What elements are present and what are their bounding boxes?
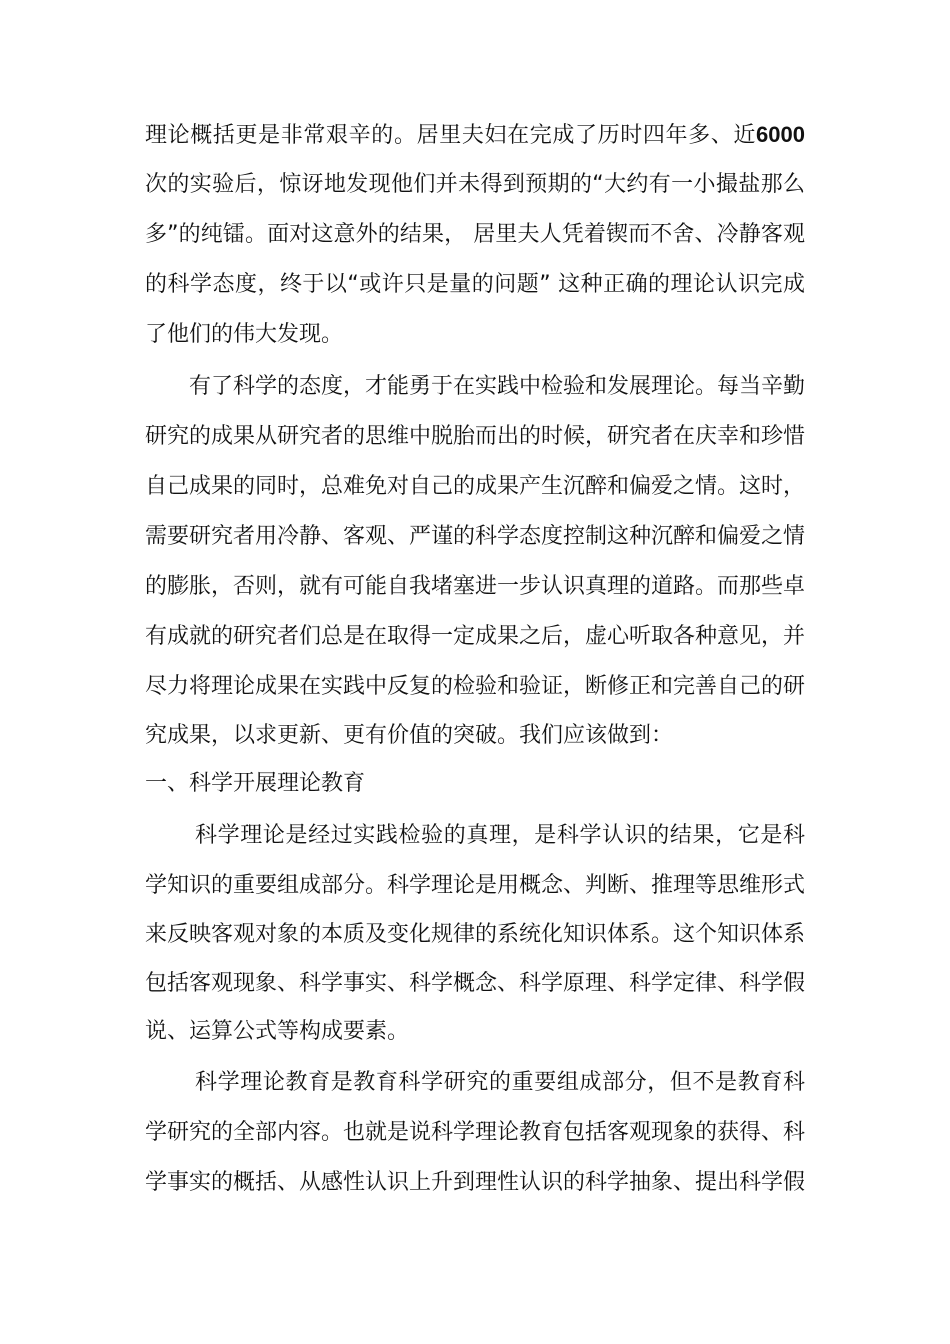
paragraph-3-line-3: 来反映客观对象的本质及变化规律的系统化知识体系。这个知识体系 (145, 922, 806, 947)
paragraph-2-line-4: 需要研究者用冷静、客观、严谨的科学态度控制这种沉醉和偏爱之情 (145, 524, 806, 549)
paragraph-3-line-4: 包括客观现象、科学事实、科学概念、科学原理、科学定律、科学假 (145, 971, 806, 996)
paragraph-1-line-2: 次的实验后，惊讶地发现他们并未得到预期的“大约有一小撮盐那么 (145, 172, 805, 197)
paragraph-3-line-2: 学知识的重要组成部分。科学理论是用概念、判断、推理等思维形式 (145, 873, 806, 898)
paragraph-1-line-4: 的科学态度，终于以“或许只是量的问题” 这种正确的理论认识完成 (145, 272, 805, 297)
paragraph-1-line-5: 了他们的伟大发现。 (145, 322, 344, 347)
paragraph-2-line-6: 有成就的研究者们总是在取得一定成果之后，虚心听取各种意见，并 (145, 624, 806, 649)
experiment-count: 6000 (756, 122, 805, 147)
paragraph-2-line-5: 的膨胀，否则，就有可能自我堵塞进一步认识真理的道路。而那些卓 (145, 574, 806, 599)
paragraph-2-line-8: 究成果，以求更新、更有价值的突破。我们应该做到： (145, 723, 674, 748)
paragraph-3-line-1: 科学理论是经过实践检验的真理，是科学认识的结果，它是科 (195, 823, 805, 848)
paragraph-2-line-7: 尽力将理论成果在实践中反复的检验和验证，断修正和完善自己的研 (145, 674, 806, 699)
paragraph-4-line-3: 学事实的概括、从感性认识上升到理性认识的科学抽象、提出科学假 (145, 1170, 806, 1195)
paragraph-4-line-2: 学研究的全部内容。也就是说科学理论教育包括客观现象的获得、科 (145, 1120, 806, 1145)
paragraph-2-line-1: 有了科学的态度，才能勇于在实践中检验和发展理论。每当辛勤 (189, 374, 806, 399)
paragraph-1-line-1-text: 理论概括更是非常艰辛的。居里夫妇在完成了历时四年多、近 (145, 123, 757, 148)
paragraph-3-line-5: 说、运算公式等构成要素。 (145, 1019, 410, 1044)
paragraph-4-line-1: 科学理论教育是教育科学研究的重要组成部分，但不是教育科 (195, 1070, 805, 1095)
paragraph-2-line-3: 自己成果的同时，总难免对自己的成果产生沉醉和偏爱之情。这时， (145, 474, 806, 499)
paragraph-1-line-3: 多”的纯镭。面对这意外的结果， 居里夫人凭着锲而不舍、冷静客观 (145, 222, 805, 247)
paragraph-2-line-2: 研究的成果从研究者的思维中脱胎而出的时候，研究者在庆幸和珍惜 (145, 424, 806, 449)
paragraph-1-line-1 (145, 115, 805, 155)
section-heading: 一、科学开展理论教育 (145, 771, 366, 796)
